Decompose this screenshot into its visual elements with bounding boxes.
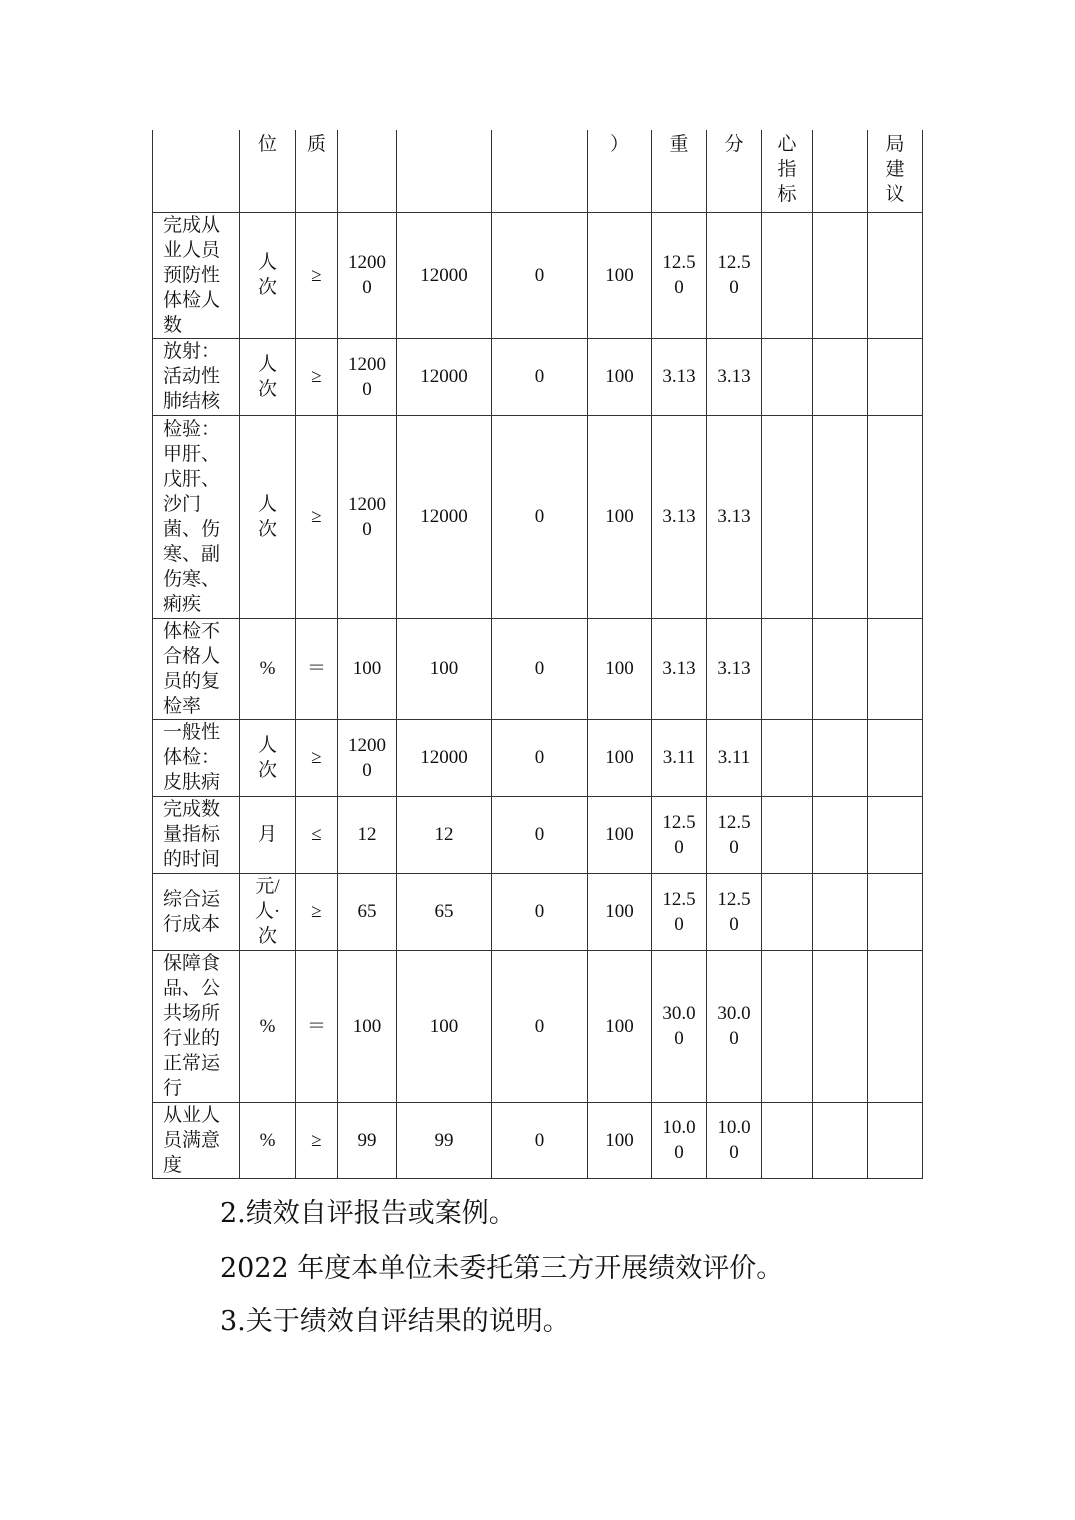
target-value-cell: 12000 [338, 338, 397, 415]
header-cell: 局建议 [868, 130, 923, 212]
score-cell: 3.11 [707, 719, 762, 796]
deviation-cell: 0 [492, 618, 588, 719]
actual-value-cell: 12000 [397, 719, 492, 796]
weight-cell: 12.50 [652, 796, 707, 873]
empty-cell [762, 719, 813, 796]
empty-cell [762, 873, 813, 950]
completion-rate-cell: 100 [588, 415, 652, 618]
header-cell [397, 130, 492, 212]
empty-cell [762, 415, 813, 618]
table-row [153, 212, 923, 338]
table-header-row [153, 130, 923, 212]
weight-cell: 3.13 [652, 415, 707, 618]
table-row [153, 950, 923, 1102]
unit-cell: % [240, 618, 296, 719]
indicator-name-cell: 完成从业人员预防性体检人数 [153, 212, 240, 338]
score-cell: 3.13 [707, 618, 762, 719]
score-cell: 12.50 [707, 212, 762, 338]
score-cell: 12.50 [707, 873, 762, 950]
empty-cell [868, 719, 923, 796]
completion-rate-cell: 100 [588, 796, 652, 873]
header-cell [153, 130, 240, 212]
empty-cell [813, 950, 868, 1102]
empty-cell [813, 618, 868, 719]
operator-cell: ≥ [296, 338, 338, 415]
deviation-cell: 0 [492, 415, 588, 618]
section-heading-self-evaluation: 2.绩效自评报告或案例。 [220, 1198, 516, 1229]
header-cell: 心指标 [762, 130, 813, 212]
operator-cell: ＝ [296, 950, 338, 1102]
operator-cell: ≥ [296, 873, 338, 950]
header-cell [338, 130, 397, 212]
completion-rate-cell: 100 [588, 873, 652, 950]
score-cell: 30.00 [707, 950, 762, 1102]
actual-value-cell: 99 [397, 1102, 492, 1178]
indicator-name-cell: 从业人员满意度 [153, 1102, 240, 1178]
empty-cell [762, 618, 813, 719]
header-cell [492, 130, 588, 212]
empty-cell [868, 618, 923, 719]
indicator-name-cell: 检验：甲肝、戊肝、沙门菌、伤寒、副伤寒、痢疾 [153, 415, 240, 618]
score-cell: 10.00 [707, 1102, 762, 1178]
header-cell: 重 [652, 130, 707, 212]
deviation-cell: 0 [492, 719, 588, 796]
operator-cell: ≥ [296, 719, 338, 796]
deviation-cell: 0 [492, 338, 588, 415]
header-cell [813, 130, 868, 212]
empty-cell [813, 415, 868, 618]
deviation-cell: 0 [492, 1102, 588, 1178]
target-value-cell: 65 [338, 873, 397, 950]
empty-cell [813, 719, 868, 796]
table-row [153, 1102, 923, 1178]
actual-value-cell: 100 [397, 950, 492, 1102]
actual-value-cell: 100 [397, 618, 492, 719]
empty-cell [813, 796, 868, 873]
empty-cell [813, 338, 868, 415]
completion-rate-cell: 100 [588, 719, 652, 796]
weight-cell: 12.50 [652, 873, 707, 950]
unit-cell: 元/人·次 [240, 873, 296, 950]
weight-cell: 12.50 [652, 212, 707, 338]
actual-value-cell: 12000 [397, 415, 492, 618]
table-row [153, 618, 923, 719]
indicator-name-cell: 综合运行成本 [153, 873, 240, 950]
unit-cell: % [240, 950, 296, 1102]
table-row [153, 415, 923, 618]
indicator-name-cell: 放射：活动性肺结核 [153, 338, 240, 415]
deviation-cell: 0 [492, 873, 588, 950]
target-value-cell: 99 [338, 1102, 397, 1178]
deviation-cell: 0 [492, 950, 588, 1102]
body-paragraph: 2022 年度本单位未委托第三方开展绩效评价。 [220, 1253, 784, 1284]
target-value-cell: 12000 [338, 719, 397, 796]
header-cell: 分 [707, 130, 762, 212]
header-cell: ） [588, 130, 652, 212]
operator-cell: ≥ [296, 415, 338, 618]
empty-cell [813, 873, 868, 950]
weight-cell: 3.13 [652, 618, 707, 719]
unit-cell: 人次 [240, 719, 296, 796]
completion-rate-cell: 100 [588, 950, 652, 1102]
empty-cell [762, 950, 813, 1102]
empty-cell [813, 1102, 868, 1178]
actual-value-cell: 12000 [397, 338, 492, 415]
operator-cell: ≤ [296, 796, 338, 873]
empty-cell [868, 338, 923, 415]
empty-cell [762, 338, 813, 415]
header-cell: 质 [296, 130, 338, 212]
weight-cell: 3.13 [652, 338, 707, 415]
empty-cell [868, 1102, 923, 1178]
score-cell: 12.50 [707, 796, 762, 873]
target-value-cell: 12000 [338, 415, 397, 618]
operator-cell: ≥ [296, 1102, 338, 1178]
empty-cell [868, 212, 923, 338]
deviation-cell: 0 [492, 212, 588, 338]
target-value-cell: 100 [338, 950, 397, 1102]
deviation-cell: 0 [492, 796, 588, 873]
empty-cell [762, 796, 813, 873]
actual-value-cell: 12000 [397, 212, 492, 338]
unit-cell: 月 [240, 796, 296, 873]
table-row [153, 873, 923, 950]
actual-value-cell: 65 [397, 873, 492, 950]
header-cell: 位 [240, 130, 296, 212]
target-value-cell: 12 [338, 796, 397, 873]
empty-cell [813, 212, 868, 338]
table-row [153, 719, 923, 796]
section-heading-results: 3.关于绩效自评结果的说明。 [220, 1306, 570, 1337]
performance-table [152, 130, 923, 1179]
weight-cell: 10.00 [652, 1102, 707, 1178]
completion-rate-cell: 100 [588, 1102, 652, 1178]
completion-rate-cell: 100 [588, 338, 652, 415]
indicator-name-cell: 体检不合格人员的复检率 [153, 618, 240, 719]
unit-cell: 人次 [240, 212, 296, 338]
indicator-name-cell: 完成数量指标的时间 [153, 796, 240, 873]
indicator-name-cell: 保障食品、公共场所行业的正常运行 [153, 950, 240, 1102]
table-row [153, 796, 923, 873]
unit-cell: 人次 [240, 415, 296, 618]
indicator-name-cell: 一般性体检：皮肤病 [153, 719, 240, 796]
completion-rate-cell: 100 [588, 212, 652, 338]
target-value-cell: 12000 [338, 212, 397, 338]
empty-cell [868, 950, 923, 1102]
table-row [153, 338, 923, 415]
actual-value-cell: 12 [397, 796, 492, 873]
target-value-cell: 100 [338, 618, 397, 719]
weight-cell: 30.00 [652, 950, 707, 1102]
weight-cell: 3.11 [652, 719, 707, 796]
empty-cell [868, 415, 923, 618]
empty-cell [868, 873, 923, 950]
unit-cell: % [240, 1102, 296, 1178]
score-cell: 3.13 [707, 338, 762, 415]
unit-cell: 人次 [240, 338, 296, 415]
empty-cell [762, 212, 813, 338]
score-cell: 3.13 [707, 415, 762, 618]
empty-cell [762, 1102, 813, 1178]
operator-cell: ≥ [296, 212, 338, 338]
empty-cell [868, 796, 923, 873]
completion-rate-cell: 100 [588, 618, 652, 719]
operator-cell: ＝ [296, 618, 338, 719]
